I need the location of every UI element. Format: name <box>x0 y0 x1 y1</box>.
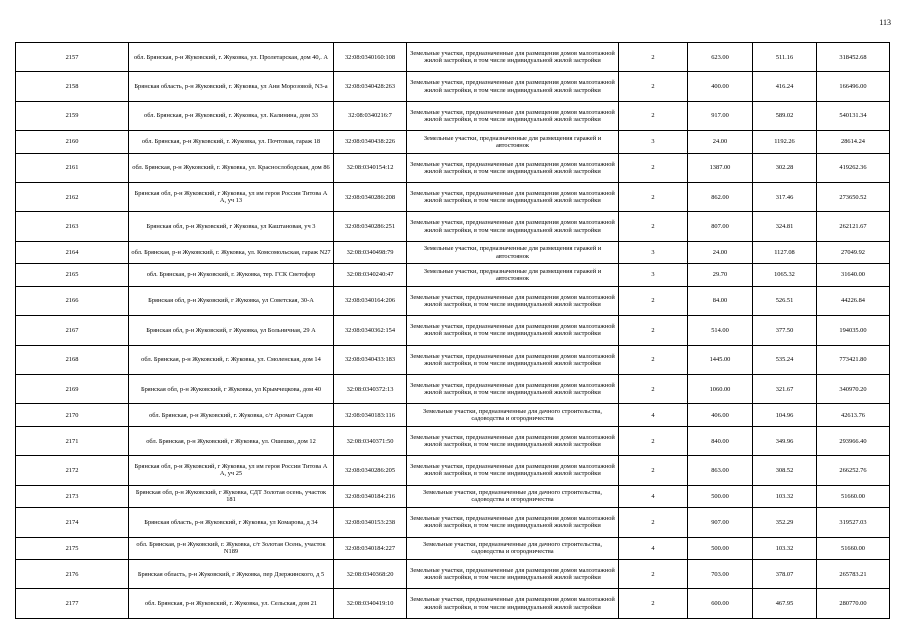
cadastral-value-cell: 319527.03 <box>817 508 890 537</box>
cadastral-value-cell: 262121.67 <box>817 212 890 241</box>
unit-value-cell: 378.07 <box>753 560 817 589</box>
registry-body <box>16 43 890 619</box>
table-row <box>16 589 890 618</box>
area-cell: 514.00 <box>688 316 753 345</box>
cadastral-number-cell: 32:08:0340184:216 <box>334 485 407 508</box>
group-cell: 2 <box>619 560 688 589</box>
cadastral-number-cell: 32:08:0340433:183 <box>334 345 407 374</box>
unit-value-cell: 324.81 <box>753 212 817 241</box>
address-cell: Брянская обл, р-н Жуковский, г Жуковка, ул им героя России Титова А А, уч 13 <box>129 183 334 212</box>
table-row <box>16 560 890 589</box>
table-row <box>16 404 890 427</box>
row-number-cell: 2177 <box>16 589 129 618</box>
group-cell: 2 <box>619 426 688 455</box>
table-row <box>16 485 890 508</box>
row-number-cell: 2174 <box>16 508 129 537</box>
land-use-cell: Земельные участки, предназначенные для размещения домов малоэтажной жилой застройки, в том числе индивидуальной жилой застройки <box>407 153 619 182</box>
cadastral-value-cell: 773421.80 <box>817 345 890 374</box>
area-cell: 862.00 <box>688 183 753 212</box>
area-cell: 400.00 <box>688 72 753 101</box>
address-cell: Брянская обл, р-н Жуковский, г Жуковка, ул Больничная, 29 А <box>129 316 334 345</box>
land-use-cell: Земельные участки, предназначенные для размещения домов малоэтажной жилой застройки, в том числе индивидуальной жилой застройки <box>407 589 619 618</box>
cadastral-number-cell: 32:08:0340438:226 <box>334 131 407 154</box>
address-cell: Брянская обл, р-н Жуковский, г Жуковка, СДТ Золотая осень, участок 181 <box>129 485 334 508</box>
land-use-cell: Земельные участки, предназначенные для размещения домов малоэтажной жилой застройки, в том числе индивидуальной жилой застройки <box>407 183 619 212</box>
cadastral-number-cell: 32:08:0340164:206 <box>334 286 407 315</box>
cadastral-value-cell: 166496.00 <box>817 72 890 101</box>
group-cell: 4 <box>619 537 688 560</box>
table-row <box>16 345 890 374</box>
group-cell: 2 <box>619 456 688 485</box>
land-use-cell: Земельные участки, предназначенные для дачного строительства, садоводства и огородничества <box>407 404 619 427</box>
unit-value-cell: 1065.32 <box>753 264 817 287</box>
unit-value-cell: 467.95 <box>753 589 817 618</box>
table-row <box>16 101 890 130</box>
unit-value-cell: 535.24 <box>753 345 817 374</box>
row-number-cell: 2175 <box>16 537 129 560</box>
unit-value-cell: 589.02 <box>753 101 817 130</box>
area-cell: 406.00 <box>688 404 753 427</box>
land-use-cell: Земельные участки, предназначенные для размещения домов малоэтажной жилой застройки, в том числе индивидуальной жилой застройки <box>407 426 619 455</box>
cadastral-value-cell: 293966.40 <box>817 426 890 455</box>
row-number-cell: 2160 <box>16 131 129 154</box>
unit-value-cell: 377.50 <box>753 316 817 345</box>
cadastral-value-cell: 42613.76 <box>817 404 890 427</box>
cadastral-number-cell: 32:08:0340183:116 <box>334 404 407 427</box>
page-number: 113 <box>879 18 891 27</box>
address-cell: обл. Брянская, р-н Жуковский, г Жуковка, ул. Ошешко, дом 12 <box>129 426 334 455</box>
area-cell: 1387.00 <box>688 153 753 182</box>
cadastral-number-cell: 32:08:0340372:13 <box>334 375 407 404</box>
table-row <box>16 212 890 241</box>
row-number-cell: 2170 <box>16 404 129 427</box>
table-row <box>16 72 890 101</box>
land-use-cell: Земельные участки, предназначенные для размещения гаражей и автостоянок <box>407 241 619 264</box>
group-cell: 2 <box>619 345 688 374</box>
unit-value-cell: 1127.08 <box>753 241 817 264</box>
land-use-cell: Земельные участки, предназначенные для размещения домов малоэтажной жилой застройки, в том числе индивидуальной жилой застройки <box>407 101 619 130</box>
cadastral-number-cell: 32:08:0340216:7 <box>334 101 407 130</box>
area-cell: 863.00 <box>688 456 753 485</box>
land-use-cell: Земельные участки, предназначенные для размещения домов малоэтажной жилой застройки, в том числе индивидуальной жилой застройки <box>407 316 619 345</box>
address-cell: обл. Брянская, р-н Жуковский, г. Жуковка, ул. Почтовая, гараж 18 <box>129 131 334 154</box>
unit-value-cell: 526.51 <box>753 286 817 315</box>
cadastral-number-cell: 32:08:0340286:208 <box>334 183 407 212</box>
address-cell: обл. Брянская, р-н Жуковский, г. Жуковка, ул. Комсомольская, гараж N27 <box>129 241 334 264</box>
table-row <box>16 131 890 154</box>
land-use-cell: Земельные участки, предназначенные для размещения домов малоэтажной жилой застройки, в том числе индивидуальной жилой застройки <box>407 212 619 241</box>
cadastral-value-cell: 194035.00 <box>817 316 890 345</box>
cadastral-value-cell: 265783.21 <box>817 560 890 589</box>
group-cell: 2 <box>619 316 688 345</box>
land-use-cell: Земельные участки, предназначенные для дачного строительства, садоводства и огородничества <box>407 537 619 560</box>
area-cell: 703.00 <box>688 560 753 589</box>
land-use-cell: Земельные участки, предназначенные для размещения домов малоэтажной жилой застройки, в том числе индивидуальной жилой застройки <box>407 508 619 537</box>
unit-value-cell: 302.28 <box>753 153 817 182</box>
address-cell: обл. Брянская, р-н Жуковский, г. Жуковка, ул. Пролетарская, дом 40,. А <box>129 43 334 72</box>
area-cell: 1060.00 <box>688 375 753 404</box>
table-row <box>16 537 890 560</box>
row-number-cell: 2165 <box>16 264 129 287</box>
cadastral-value-cell: 28614.24 <box>817 131 890 154</box>
group-cell: 3 <box>619 241 688 264</box>
unit-value-cell: 103.32 <box>753 537 817 560</box>
cadastral-value-cell: 419262.36 <box>817 153 890 182</box>
cadastral-value-cell: 44226.84 <box>817 286 890 315</box>
group-cell: 2 <box>619 43 688 72</box>
cadastral-value-cell: 540131.34 <box>817 101 890 130</box>
table-row <box>16 508 890 537</box>
area-cell: 500.00 <box>688 485 753 508</box>
unit-value-cell: 352.29 <box>753 508 817 537</box>
address-cell: Брянская область, р-н Жуковский, г. Жуковка, ул Ани Морозовой, N3-а <box>129 72 334 101</box>
table-row <box>16 183 890 212</box>
area-cell: 24.00 <box>688 131 753 154</box>
unit-value-cell: 349.96 <box>753 426 817 455</box>
cadastral-value-cell: 266252.76 <box>817 456 890 485</box>
table-row <box>16 43 890 72</box>
row-number-cell: 2171 <box>16 426 129 455</box>
row-number-cell: 2162 <box>16 183 129 212</box>
cadastral-number-cell: 32:08:0340419:10 <box>334 589 407 618</box>
area-cell: 907.00 <box>688 508 753 537</box>
group-cell: 3 <box>619 264 688 287</box>
row-number-cell: 2163 <box>16 212 129 241</box>
land-use-cell: Земельные участки, предназначенные для размещения гаражей и автостоянок <box>407 131 619 154</box>
unit-value-cell: 321.67 <box>753 375 817 404</box>
row-number-cell: 2159 <box>16 101 129 130</box>
row-number-cell: 2168 <box>16 345 129 374</box>
cadastral-number-cell: 32:08:0340153:238 <box>334 508 407 537</box>
land-use-cell: Земельные участки, предназначенные для размещения домов малоэтажной жилой застройки, в том числе индивидуальной жилой застройки <box>407 72 619 101</box>
cadastral-number-cell: 32:08:0340184:227 <box>334 537 407 560</box>
cadastral-number-cell: 32:08:0340371:50 <box>334 426 407 455</box>
area-cell: 600.00 <box>688 589 753 618</box>
cadastral-value-cell: 31640.00 <box>817 264 890 287</box>
group-cell: 4 <box>619 404 688 427</box>
area-cell: 24.00 <box>688 241 753 264</box>
address-cell: обл. Брянская, р-н Жуковский, г. Жуковка, с/т Аромат Садов <box>129 404 334 427</box>
area-cell: 500.00 <box>688 537 753 560</box>
cadastral-value-cell: 280770.00 <box>817 589 890 618</box>
cadastral-value-cell: 51660.00 <box>817 485 890 508</box>
address-cell: Брянская область, р-н Жуковский, г Жуковка, пер Дзержинского, д 5 <box>129 560 334 589</box>
table-row <box>16 375 890 404</box>
cadastral-number-cell: 32:08:0340286:251 <box>334 212 407 241</box>
row-number-cell: 2173 <box>16 485 129 508</box>
unit-value-cell: 317.46 <box>753 183 817 212</box>
cadastral-number-cell: 32:08:0340154:12 <box>334 153 407 182</box>
cadastral-number-cell: 32:08:0340160:108 <box>334 43 407 72</box>
unit-value-cell: 416.24 <box>753 72 817 101</box>
address-cell: Брянская обл, р-н Жуковский, г Жуковка, ул Советская, 30-А <box>129 286 334 315</box>
address-cell: Брянская обл, р-н Жуковский, г Жуковка, ул Каштановая, уч 3 <box>129 212 334 241</box>
land-use-cell: Земельные участки, предназначенные для размещения домов малоэтажной жилой застройки, в том числе индивидуальной жилой застройки <box>407 456 619 485</box>
address-cell: обл. Брянская, р-н Жуковский, г. Жуковка, ул. Смоленская, дом 14 <box>129 345 334 374</box>
area-cell: 917.00 <box>688 101 753 130</box>
group-cell: 2 <box>619 212 688 241</box>
row-number-cell: 2164 <box>16 241 129 264</box>
address-cell: обл. Брянская, р-н Жуковский, г. Жуковка, с/т Золотая Осень, участок N189 <box>129 537 334 560</box>
unit-value-cell: 104.96 <box>753 404 817 427</box>
cadastral-value-cell: 273650.52 <box>817 183 890 212</box>
land-use-cell: Земельные участки, предназначенные для размещения домов малоэтажной жилой застройки, в том числе индивидуальной жилой застройки <box>407 345 619 374</box>
area-cell: 623.00 <box>688 43 753 72</box>
group-cell: 2 <box>619 183 688 212</box>
address-cell: обл. Брянская, р-н Жуковский, г. Жуковка, ул. Краснослободская, дом 86 <box>129 153 334 182</box>
cadastral-value-cell: 318452.68 <box>817 43 890 72</box>
group-cell: 2 <box>619 72 688 101</box>
unit-value-cell: 103.32 <box>753 485 817 508</box>
group-cell: 2 <box>619 101 688 130</box>
table-row <box>16 426 890 455</box>
group-cell: 2 <box>619 286 688 315</box>
table-row <box>16 153 890 182</box>
area-cell: 84.00 <box>688 286 753 315</box>
group-cell: 4 <box>619 485 688 508</box>
address-cell: обл. Брянская, р-н Жуковский, г. Жуковка, тер. ГСК Светофор <box>129 264 334 287</box>
group-cell: 2 <box>619 375 688 404</box>
cadastral-value-cell: 340970.20 <box>817 375 890 404</box>
land-use-cell: Земельные участки, предназначенные для размещения домов малоэтажной жилой застройки, в том числе индивидуальной жилой застройки <box>407 375 619 404</box>
address-cell: Брянская обл, р-н Жуковский, г Жуковка, ул Крымчецкова, дом 40 <box>129 375 334 404</box>
cadastral-number-cell: 32:08:0340362:154 <box>334 316 407 345</box>
area-cell: 1445.00 <box>688 345 753 374</box>
row-number-cell: 2161 <box>16 153 129 182</box>
row-number-cell: 2169 <box>16 375 129 404</box>
row-number-cell: 2157 <box>16 43 129 72</box>
table-row <box>16 264 890 287</box>
land-use-cell: Земельные участки, предназначенные для размещения домов малоэтажной жилой застройки, в том числе индивидуальной жилой застройки <box>407 560 619 589</box>
address-cell: Брянская область, р-н Жуковский, г Жуковка, ул Комарова, д 34 <box>129 508 334 537</box>
group-cell: 2 <box>619 589 688 618</box>
land-plot-registry-table <box>15 42 890 619</box>
land-use-cell: Земельные участки, предназначенные для размещения гаражей и автостоянок <box>407 264 619 287</box>
cadastral-number-cell: 32:08:0340286:205 <box>334 456 407 485</box>
table-row <box>16 456 890 485</box>
unit-value-cell: 308.52 <box>753 456 817 485</box>
row-number-cell: 2167 <box>16 316 129 345</box>
cadastral-number-cell: 32:08:0340240:47 <box>334 264 407 287</box>
cadastral-value-cell: 51660.00 <box>817 537 890 560</box>
area-cell: 807.00 <box>688 212 753 241</box>
row-number-cell: 2166 <box>16 286 129 315</box>
cadastral-number-cell: 32:08:0340498:79 <box>334 241 407 264</box>
unit-value-cell: 511.16 <box>753 43 817 72</box>
unit-value-cell: 1192.26 <box>753 131 817 154</box>
address-cell: Брянская обл, р-н Жуковский, г Жуковка, ул им героя России Титова А А, уч 25 <box>129 456 334 485</box>
area-cell: 29.70 <box>688 264 753 287</box>
row-number-cell: 2172 <box>16 456 129 485</box>
table-row <box>16 316 890 345</box>
area-cell: 840.00 <box>688 426 753 455</box>
table-row <box>16 241 890 264</box>
row-number-cell: 2158 <box>16 72 129 101</box>
table-row <box>16 286 890 315</box>
group-cell: 2 <box>619 508 688 537</box>
land-use-cell: Земельные участки, предназначенные для размещения домов малоэтажной жилой застройки, в том числе индивидуальной жилой застройки <box>407 286 619 315</box>
group-cell: 3 <box>619 131 688 154</box>
address-cell: обл. Брянская, р-н Жуковский, г. Жуковка, ул. Сельская, дом 21 <box>129 589 334 618</box>
cadastral-value-cell: 27049.92 <box>817 241 890 264</box>
land-use-cell: Земельные участки, предназначенные для дачного строительства, садоводства и огородничества <box>407 485 619 508</box>
group-cell: 2 <box>619 153 688 182</box>
land-use-cell: Земельные участки, предназначенные для размещения домов малоэтажной жилой застройки, в том числе индивидуальной жилой застройки <box>407 43 619 72</box>
row-number-cell: 2176 <box>16 560 129 589</box>
cadastral-number-cell: 32:08:0340428:263 <box>334 72 407 101</box>
cadastral-number-cell: 32:08:0340368:20 <box>334 560 407 589</box>
address-cell: обл. Брянская, р-н Жуковский, г. Жуковка, ул. Калинина, дом 33 <box>129 101 334 130</box>
